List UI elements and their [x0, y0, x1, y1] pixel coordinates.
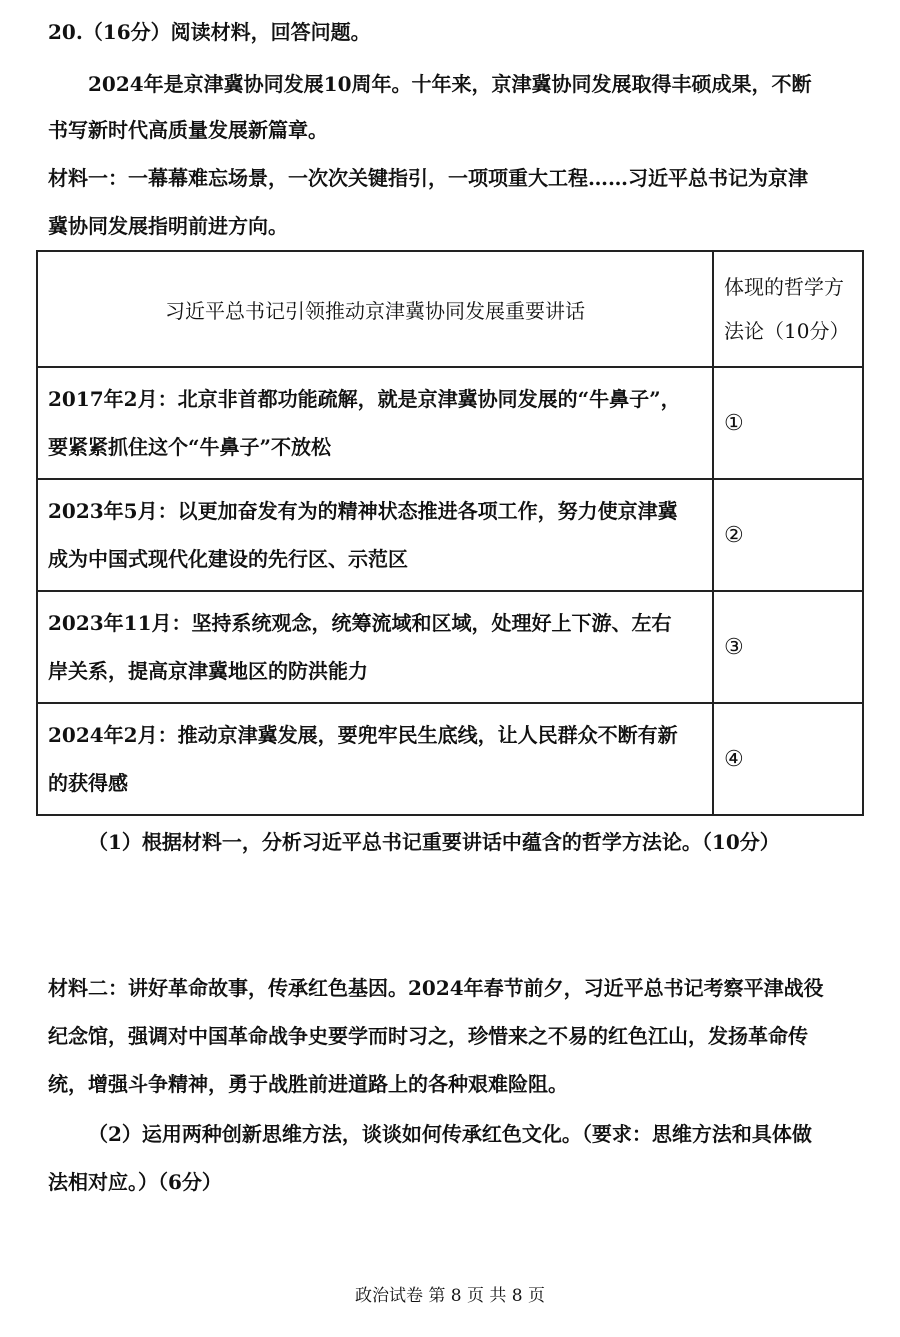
speech-line: 要紧紧抓住这个“牛鼻子”不放松	[48, 435, 332, 459]
sub-question-two-cont: 法相对应。）（6分）	[48, 1170, 222, 1194]
table-row	[37, 367, 863, 479]
answer-marker: ③	[713, 591, 863, 703]
table-row	[37, 591, 863, 703]
answer-marker: ④	[713, 703, 863, 815]
speech-line: 2017年2月：北京非首都功能疏解，就是京津冀协同发展的“牛鼻子”，	[48, 387, 681, 411]
table-header-row	[37, 251, 863, 367]
speech-line: 的获得感	[48, 771, 128, 795]
page-footer: 政治试卷 第 8 页 共 8 页	[354, 1286, 546, 1306]
method-header-line2: 法论（10分）	[724, 319, 850, 343]
material-two-text-cont: 纪念馆，强调对中国革命战争史要学而时习之，珍惜来之不易的红色江山，发扬革命传	[48, 1024, 808, 1048]
material-one-text: 材料一：一幕幕难忘场景，一次次关键指引，一项项重大工程……习近平总书记为京津	[48, 166, 808, 190]
intro-text-cont: 书写新时代高质量发展新篇章。	[48, 118, 328, 142]
speech-cell	[37, 479, 713, 591]
material-two-text: 材料二：讲好革命故事，传承红色基因。2024年春节前夕，习近平总书记考察平津战役	[48, 976, 824, 1000]
answer-marker: ①	[713, 367, 863, 479]
method-column-header	[713, 251, 863, 367]
speech-cell	[37, 367, 713, 479]
sub-question-one: （1）根据材料一，分析习近平总书记重要讲话中蕴含的哲学方法论。（10分）	[88, 830, 780, 854]
speech-line: 岸关系，提高京津冀地区的防洪能力	[48, 659, 368, 683]
material-two-text-end: 统，增强斗争精神，勇于战胜前进道路上的各种艰难险阻。	[48, 1072, 568, 1096]
sub-question-two: （2）运用两种创新思维方法，谈谈如何传承红色文化。（要求：思维方法和具体做	[88, 1122, 812, 1146]
speech-column-header: 习近平总书记引领推动京津冀协同发展重要讲话	[37, 251, 713, 367]
speech-cell	[37, 703, 713, 815]
table-row	[37, 703, 863, 815]
speech-line: 2024年2月：推动京津冀发展，要兜牢民生底线，让人民群众不断有新	[48, 723, 678, 747]
speech-cell	[37, 591, 713, 703]
speech-line: 2023年5月：以更加奋发有为的精神状态推进各项工作，努力使京津冀	[48, 499, 678, 523]
method-header-line1: 体现的哲学方	[724, 275, 844, 299]
table-row	[37, 479, 863, 591]
question-header: 20.（16分）阅读材料，回答问题。	[48, 20, 371, 44]
speech-table	[36, 250, 864, 816]
answer-marker: ②	[713, 479, 863, 591]
material-one-text-cont: 冀协同发展指明前进方向。	[48, 214, 288, 238]
speech-line: 2023年11月：坚持系统观念，统筹流域和区域，处理好上下游、左右	[48, 611, 672, 635]
intro-text: 2024年是京津冀协同发展10周年。十年来，京津冀协同发展取得丰硕成果，不断	[88, 72, 812, 96]
speech-line: 成为中国式现代化建设的先行区、示范区	[48, 547, 408, 571]
